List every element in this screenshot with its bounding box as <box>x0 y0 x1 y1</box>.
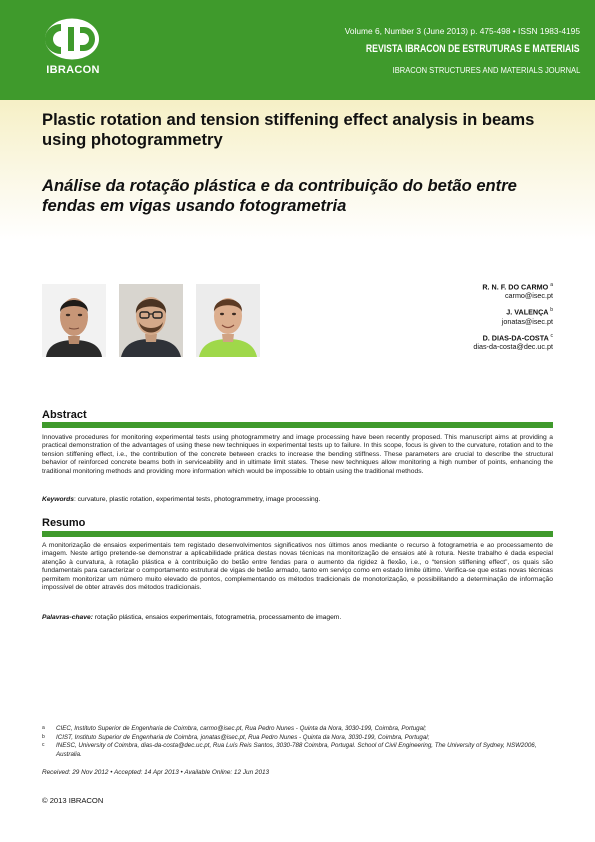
author-email: carmo@isec.pt <box>504 291 553 301</box>
author-email: dias-da-costa@dec.uc.pt <box>473 342 553 352</box>
affiliation-marker: c <box>550 332 553 339</box>
footnote-a <box>42 725 553 734</box>
author-name: J. VALENÇA <box>506 307 549 317</box>
palavras-chave-list: rotação plástica, ensaios experimentais, fotogrametria, processamento de imagem. <box>92 614 342 621</box>
abstract-heading: Abstract <box>42 409 87 421</box>
keywords-line <box>42 496 553 505</box>
abstract-divider <box>42 422 553 428</box>
volume-line: Volume 6, Number 3 (June 2013) p. 475-498 • ISSN 1983-4195 <box>344 26 580 36</box>
resumo-heading: Resumo <box>42 517 86 529</box>
keywords-label: Keywords <box>42 496 74 503</box>
footnote-b <box>42 734 553 743</box>
footnote-marker: a <box>42 725 45 731</box>
author-name: R. N. F. DO CARMO <box>482 282 549 292</box>
author-entry <box>333 281 553 300</box>
title-portuguese: Análise da rotação plástica e da contribuição do betão entre fendas em vigas usando fotogrametria <box>42 176 517 215</box>
author-name: D. DIAS-DA-COSTA <box>482 333 549 343</box>
ibracon-logo-icon <box>44 18 100 60</box>
publication-dates: Received: 29 Nov 2012 • Accepted: 14 Apr 2013 • Available Online: 12 Jun 2013 <box>42 769 270 776</box>
journal-header <box>0 0 595 100</box>
author-email: jonatas@isec.pt <box>501 316 553 326</box>
title-english: Plastic rotation and tension stiffening effect analysis in beams using photogrammetry <box>42 110 535 149</box>
footnote-text: ICIST, Instituto Superior de Engenharia de Coimbra, jonatas@isec.pt, Rua Pedro Nunes - Quinta da Nora, 3030-199, Coimbra, Portugal; <box>56 733 430 741</box>
keywords-list: : curvature, plastic rotation, experimental tests, photogrammetry, image processing. <box>73 496 321 503</box>
footnote-marker: c <box>42 742 45 748</box>
copyright-notice: © 2013 IBRACON <box>42 796 104 805</box>
author-entry <box>333 332 553 351</box>
logo-wordmark: IBRACON <box>46 64 100 76</box>
palavras-chave-line <box>42 614 553 623</box>
journal-name-en: IBRACON STRUCTURES AND MATERIALS JOURNAL <box>392 65 580 75</box>
resumo-divider <box>42 531 553 537</box>
affiliation-footnotes <box>42 725 553 759</box>
author-photo-dias-da-costa <box>196 284 260 357</box>
affiliation-marker: a <box>550 282 553 288</box>
affiliation-marker: b <box>550 307 553 314</box>
resumo-text: A monitorização de ensaios experimentais tem registado desenvolvimentos significativos nos últimos anos mediante o recurso à fotogrametria e ao processamento de imagem. Neste artigo pretende-se demonstrar a aplicabilidade prática destas novas técnicas na monitorização de ensaios até à rotura. Neste trabalho é dada especial atenção à curvatura, à rotação plástica e à contribuição do betão entre fendas para o aumento da rigidez à flexão, i.e., o “tension stiffening effect”, os quais são fundamentais para caracterizar o comportamento estrutural de vigas de betão armado, tanto em serviço como em estado limite último. Verifica-se que estas novas técnicas permitem monitorizar um número muito elevado de pontos, complementando os métodos tradicionais de monotorização, e possibilitando a determinação de informação impossível de obter através dos métodos tradicionais. <box>42 542 553 592</box>
author-photo-carmo <box>42 284 106 357</box>
journal-name-pt: REVISTA IBRACON DE ESTRUTURAS E MATERIAIS <box>366 43 580 55</box>
palavras-chave-label: Palavras-chave: <box>42 614 93 621</box>
author-entry <box>333 306 553 325</box>
footnote-marker: b <box>42 733 45 740</box>
footnote-text: CIEC, Instituto Superior de Engenharia de Coimbra, carmo@isec.pt, Rua Pedro Nunes - Quinta da Nora, 3030-199, Coimbra, Portugal; <box>56 725 427 732</box>
footnote-c <box>42 742 553 759</box>
footnote-text: INESC, University of Coimbra, dias-da-costa@dec.uc.pt, Rua Luís Reis Santos, 3030-788 Coimbra, Portugal. School of Civil Engineering, The University of Sydney, NSW2006, Australia. <box>56 742 537 758</box>
author-photo-valenca <box>119 284 183 357</box>
author-list <box>333 281 553 357</box>
abstract-text: Innovative procedures for monitoring experimental tests using photogrammetry and image processing have been recently proposed. This manuscript aims at providing a practical demonstration of the advantages of using these new techniques in experimental tests up to failure. In this scope, focus is given to the curvature, rotation and to the tension stiffening effect, i.e., the contribution of the concrete between cracks to increase the bending stiffness. These parameters are crucial to describe the structural behavior of reinforced concrete beams both in serviceability and in ultimate limit states. These new techniques allow monitoring a high number of points, enhancing the traditional monitoring methods and providing more information which would be impossible to obtain using the traditional methods. <box>42 434 553 475</box>
